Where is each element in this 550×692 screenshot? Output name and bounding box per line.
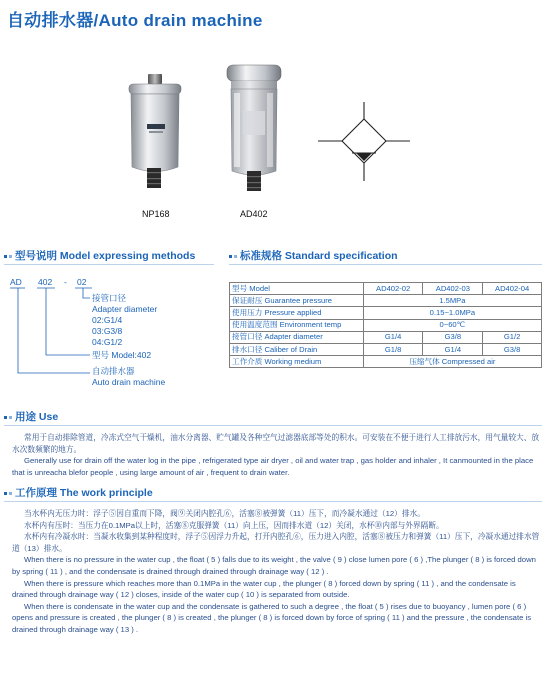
spec-row-label: 使用温度范围 Environment temp (230, 319, 364, 331)
label-port-04: 04:G1/2 (92, 337, 123, 347)
work-paragraph: 水杯内有压时：当压力在0.1MPa以上时，活塞⑧克服弹簧（11）向上压，因而排水道（12）关闭，水杯⑩内部与外界隔断。 (24, 520, 444, 530)
spec-row-label: 工作介质 Working medium (230, 356, 364, 368)
caption-ad402: AD402 (240, 209, 268, 219)
use-paragraph-cn: 常用于自动排除管道，冷冻式空气干燥机，油水分离器、贮气罐及各种空气过滤器底部等处的积水。可安装在不便于进行人工排放污水，用气量较大、放水次数频繁的地方。 (12, 433, 540, 454)
spec-row-value: 0.15~1.0MPa (363, 307, 541, 319)
work-section-rule (4, 501, 542, 502)
table-row (230, 295, 542, 307)
spec-row-value: 1.5MPa (363, 295, 541, 307)
model-code-prefix: AD (10, 277, 22, 287)
spec-row-value: G1/4 (363, 331, 423, 343)
spec-row-label: 排水口径 Caliber of Drain (230, 343, 364, 355)
caption-np168: NP168 (142, 209, 170, 219)
label-port-03: 03:G3/8 (92, 326, 123, 336)
table-row (230, 319, 542, 331)
label-drain-en: Auto drain machine (92, 377, 166, 387)
label-port-02: 02:G1/4 (92, 315, 123, 325)
spec-header-col3: AD402-04 (483, 283, 542, 295)
label-model: 型号 Model:402 (92, 350, 152, 360)
work-paragraph: 水杯内有冷凝水时：当凝水收集到某种程度时，浮子⑤因浮力升起，打开内腔孔⑥，压力进入内腔，活塞⑧被压力和弹簧（11）压下，冷凝水通过排水管道（13）排水。 (12, 532, 540, 553)
spec-row-value: 压缩气体 Compressed air (363, 356, 541, 368)
label-adapter-cn: 接管口径 (92, 293, 127, 303)
spec-row-label: 保证耐压 Guarantee pressure (230, 295, 364, 307)
spec-section-heading: 标准规格 Standard specification (229, 248, 398, 263)
spec-table (229, 282, 542, 368)
table-row (230, 356, 542, 368)
model-code-size: 402 (38, 277, 53, 287)
work-paragraph: When there is pressure which reaches more than 0.1MPa in the water cup , the plunger ( 8 ) forced down by spring ( 11 ) , and the condensate is drained through drainage way ( 12 ) closes, inside of the water cup ( 10 ) is separated from outside. (12, 578, 516, 600)
drain-symbol-icon (318, 98, 410, 186)
model-code-dash: - (64, 277, 67, 287)
spec-row-label: 使用压力 Pressure applied (230, 307, 364, 319)
work-text (12, 508, 542, 636)
spec-section-rule (229, 264, 542, 265)
spec-row-value: G1/2 (483, 331, 542, 343)
model-section-heading: 型号说明 Model expressing methods (4, 248, 195, 263)
table-row (230, 343, 542, 355)
work-paragraph: When there is no pressure in the water cup , the float ( 5 ) falls due to its weight , the valve ( 9 ) close lumen pore ( 6 ) ,The plunger ( 8 ) is forced down by spring ( 11 ) , and the condensate is drained through drained through drainage way ( 12 ) . (12, 555, 536, 576)
spec-row-value: G1/8 (363, 343, 423, 355)
work-paragraph: 当水杯内无压力时：浮子⑤因自重而下降，阀⑨关闭内腔孔⑥，活塞⑧被弹簧（11）压下，而冷凝水通过（12）排水。 (24, 509, 425, 518)
spec-header-col2: AD402-03 (423, 283, 483, 295)
model-code-diagram (0, 0, 220, 400)
table-row (230, 307, 542, 319)
table-row (230, 331, 542, 343)
use-section-rule (4, 425, 542, 426)
model-code-port: 02 (77, 277, 87, 287)
label-drain-cn: 自动排水器 (92, 366, 135, 376)
spec-row-value: G3/8 (423, 331, 483, 343)
spec-row-value: G1/4 (423, 343, 483, 355)
table-row (230, 283, 542, 295)
spec-row-value: G3/8 (483, 343, 542, 355)
work-section-heading: 工作原理 The work principle (4, 485, 153, 500)
use-section-heading: 用途 Use (4, 409, 58, 424)
spec-header-label: 型号 Model (230, 283, 364, 295)
spec-header-col1: AD402-02 (363, 283, 423, 295)
label-adapter-en: Adapter diameter (92, 304, 158, 314)
spec-row-value: 0~60℃ (363, 319, 541, 331)
use-paragraph-en: Generally use for drain off the water log in the pipe , refrigerated type air dryer , oil and water trap , gas holder and inhaler , It canmounted in the place that is unreacha blefor people , using large amount of air , frequent to drain water. (12, 456, 534, 477)
spec-row-label: 接管口径 Adapter diameter (230, 331, 364, 343)
use-text (12, 432, 542, 478)
work-paragraph: When there is condensate in the water cup and the condensate is gathered to such a degree , the float ( 5 ) rises due to buoyancy , lumen pore ( 6 ) opens and pressure is created , the plunger ( 8 ) is created , the plunger ( 8 ) is forced down by force of spring ( 11 ) and the pressure , the condensate is drained through drainage way ( 13 ) . (12, 601, 532, 634)
page-title: 自动排水器/Auto drain machine (7, 11, 263, 30)
product-image-ad402 (223, 63, 285, 196)
